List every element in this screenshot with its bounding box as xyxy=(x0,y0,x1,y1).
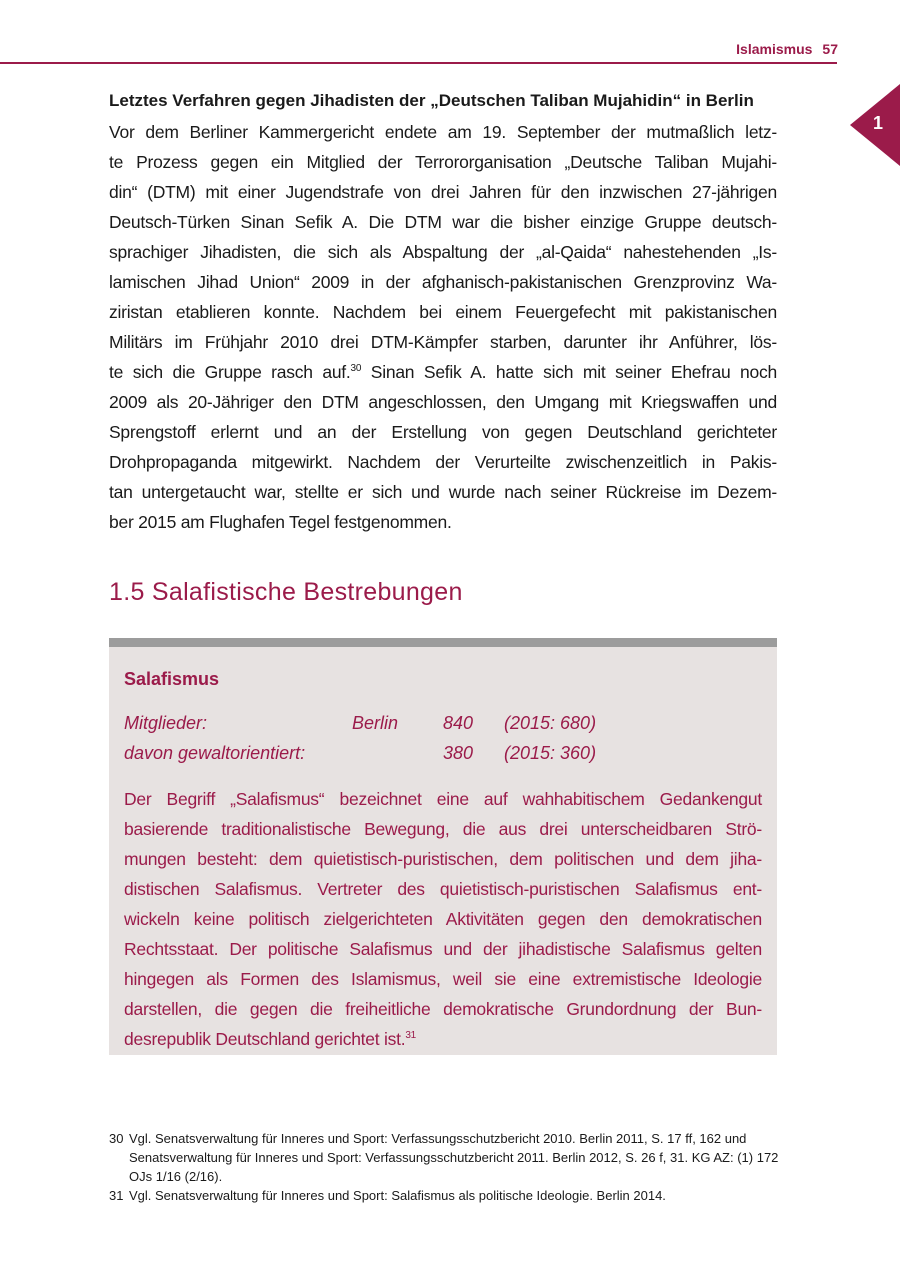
stat-label: davon gewaltorientiert: xyxy=(124,743,306,763)
text-line: te Prozess gegen ein Mitglied der Terrororganisation „Deutsche Taliban Mujahi- xyxy=(109,152,777,172)
stat-previous: (2015: 360) xyxy=(504,743,597,763)
footnote-ref: 31 xyxy=(405,1030,416,1041)
text-line: basierende traditionalistische Bewegung, die aus drei unterscheidbaren Strö- xyxy=(124,819,762,839)
text-line: darstellen, die gegen die freiheitliche demokratische Grundordnung der Bun- xyxy=(124,999,762,1019)
infobox-title: Salafismus xyxy=(124,669,220,689)
text-line: Militärs im Frühjahr 2010 drei DTM-Kämpfer starben, darunter ihr Anführer, lös- xyxy=(109,332,777,352)
infobox xyxy=(109,638,777,1055)
text-line: te sich die Gruppe rasch auf.$^{30}$ Sinan Sefik A. hatte sich mit seiner Ehefrau noch xyxy=(109,362,778,382)
text-line: sprachiger Jihadisten, die sich als Abspaltung der „al-Qaida“ nahestehenden „Is- xyxy=(109,242,777,262)
text-line: Drohpropaganda mitgewirkt. Nachdem der Verurteilte zwischenzeitlich in Pakis- xyxy=(109,452,777,472)
header-section: Islamismus xyxy=(736,41,813,57)
article-body xyxy=(109,117,777,537)
text-line: desrepublik Deutschland gerichtet ist.$^{31}$ xyxy=(124,1029,416,1049)
stat-previous: (2015: 680) xyxy=(504,713,597,733)
section-heading: 1.5 Salafistische Bestrebungen xyxy=(109,578,463,606)
text-line: 2009 als 20-Jähriger den DTM angeschlossen, den Umgang mit Kriegswaffen und xyxy=(109,392,777,412)
infobox-body xyxy=(124,784,762,1054)
chapter-tab-number: 1 xyxy=(873,113,884,133)
article-title: Letztes Verfahren gegen Jihadisten der „Deutschen Taliban Mujahidin“ in Berlin xyxy=(109,91,754,110)
footnotes xyxy=(109,1129,789,1205)
footnote-text: Vgl. Senatsverwaltung für Inneres und Sport: Salafismus als politische Ideologie. Berlin 2014. xyxy=(129,1188,666,1203)
text-line: ziristan etablieren konnte. Nachdem bei einem Feuergefecht mit pakistanischen xyxy=(109,302,777,322)
footnote xyxy=(109,1186,789,1205)
text-line: din“ (DTM) mit einer Jugendstrafe von drei Jahren für den inzwischen 27-jährigen xyxy=(109,182,777,202)
stat-value: 380 xyxy=(443,743,474,763)
footnote-ref: 30 xyxy=(350,363,362,374)
stat-region: Berlin xyxy=(352,713,399,733)
stat-value: 840 xyxy=(443,713,474,733)
text-line: ber 2015 am Flughafen Tegel festgenommen. xyxy=(109,512,452,532)
stat-label: Mitglieder: xyxy=(124,713,208,733)
header-rule xyxy=(0,62,837,64)
text-line: lamischen Jihad Union“ 2009 in der afghanisch-pakistanischen Grenzprovinz Wa- xyxy=(109,272,777,292)
text-line: Rechtsstaat. Der politische Salafismus und der jihadistische Salafismus gelten xyxy=(124,939,762,959)
footnote xyxy=(109,1129,789,1186)
text-line: Deutsch-Türken Sinan Sefik A. Die DTM war die bisher einzige Gruppe deutsch- xyxy=(109,212,777,232)
footnote-number: 31 xyxy=(109,1188,124,1203)
text-line: Der Begriff „Salafismus“ bezeichnet eine auf wahhabitischem Gedankengut xyxy=(124,789,762,809)
text-line: tan untergetaucht war, stellte er sich und wurde nach seiner Rückreise im Dezem- xyxy=(109,482,777,502)
text-line: Vor dem Berliner Kammergericht endete am 19. September der mutmaßlich letz- xyxy=(109,122,777,142)
text-line: hingegen als Formen des Islamismus, weil sie eine extremistische Ideologie xyxy=(124,969,762,989)
footnote-text: Vgl. Senatsverwaltung für Inneres und Sport: Verfassungsschutzbericht 2010. Berlin 2011, S. 17 ff, 162 und Senatsverwaltung für Inneres und Sport: Verfassungsschutzbericht 2011. Berlin 2012, S. 26 f, 31. KG AZ: (1) 172 OJs 1/16 (2/16). xyxy=(129,1131,779,1184)
footnote-number: 30 xyxy=(109,1131,124,1146)
page-number: 57 xyxy=(822,41,838,57)
text-line: mungen besteht: dem quietistisch-puristischen, dem politischen und dem jiha- xyxy=(124,849,762,869)
text-line: distischen Salafismus. Vertreter des quietistisch-puristischen Salafismus ent- xyxy=(124,879,762,899)
running-header xyxy=(736,41,838,57)
text-line: Sprengstoff erlernt und an der Erstellung von gegen Deutschland gerichteter xyxy=(109,422,777,442)
text-line: wickeln keine politisch zielgerichteten Aktivitäten gegen den demokratischen xyxy=(124,909,762,929)
